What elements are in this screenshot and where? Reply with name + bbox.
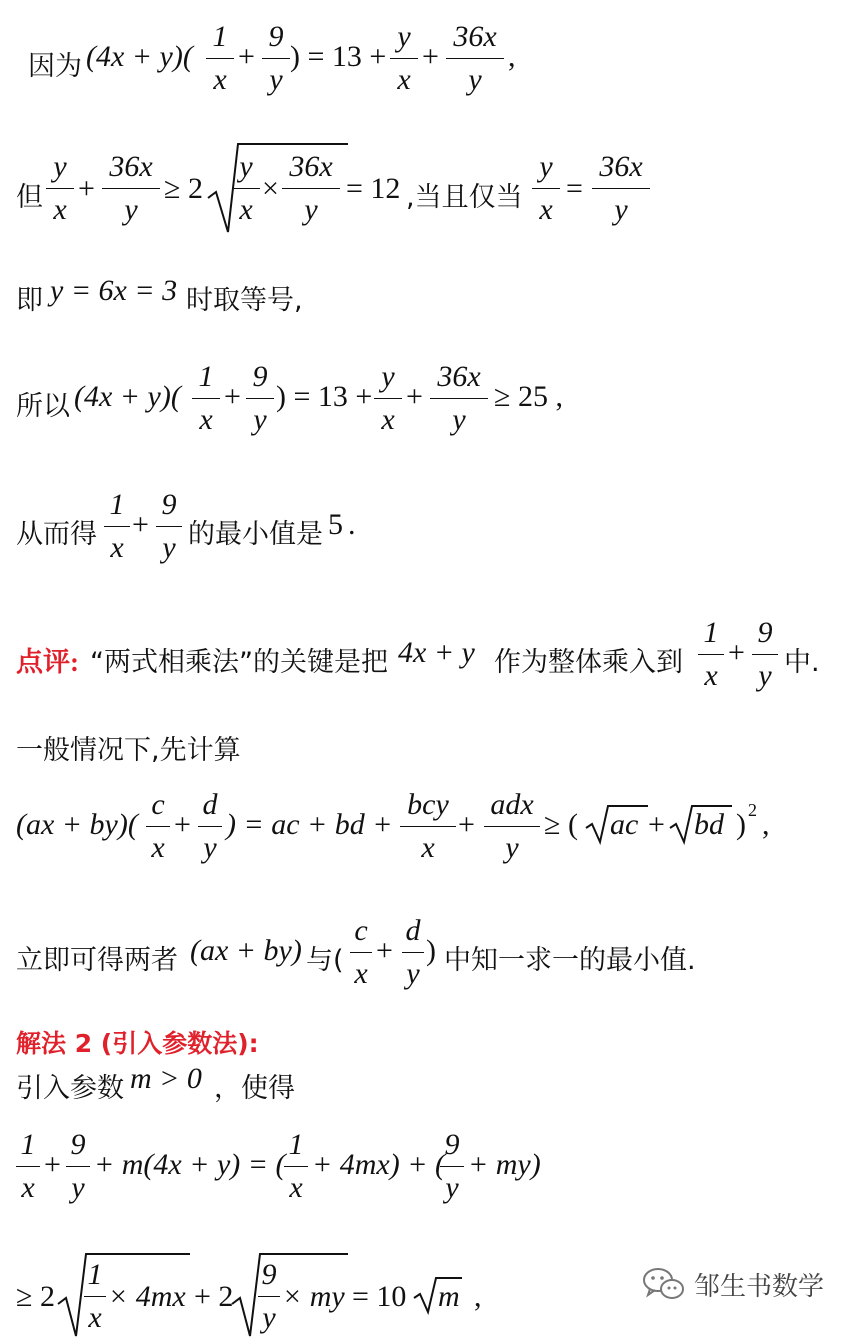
text-but: 但 (16, 182, 43, 213)
frac-1-over-x: 1 x (206, 20, 234, 97)
frac-1-over-x: 1 x (192, 360, 220, 437)
expr-ax-by: (ax + by)( (16, 808, 138, 841)
comment-text: 中. (784, 647, 820, 678)
expr-my: + my) (468, 1148, 541, 1181)
period: . (348, 508, 356, 541)
expr-ax-by: (ax + by) (190, 934, 302, 967)
text-min: 中知一求一的最小值. (444, 945, 696, 976)
comma: , (762, 808, 770, 841)
text-min-value: 的最小值是 (188, 519, 323, 550)
frac-1-over-x: 1 x (284, 1128, 308, 1205)
frac-bcy-over-x: bcy x (400, 788, 456, 865)
frac-9-over-y: 9 y (262, 20, 290, 97)
comment-label: 点评: (16, 647, 79, 677)
expr-lhs: (4x + y)( (86, 40, 193, 73)
expr-eq13: ) = 13 + (276, 380, 373, 413)
text-therefore: 所以 (16, 391, 70, 422)
plus-sign: + (132, 508, 149, 541)
frac-36x-over-y: 36x y (102, 150, 160, 227)
frac-1-over-x: 1 x (16, 1128, 40, 1205)
frac-d-over-y: d y (402, 914, 424, 991)
plus-sign: + (44, 1148, 61, 1181)
plus-sign: + (728, 636, 745, 669)
frac-9-over-y: 9 y (156, 488, 182, 565)
comma: , (474, 1280, 482, 1313)
expr-bd: bd (694, 808, 724, 841)
expr-y-eq: y = 6x = 3 (50, 274, 178, 307)
frac-36x-over-y: 36x y (430, 360, 488, 437)
plus-sign: + (174, 808, 191, 841)
frac-36x-over-y: 36x y (282, 150, 340, 227)
plus-sign: + (422, 40, 439, 73)
expr-ge2: ≥ 2 (164, 172, 203, 205)
comma: , (508, 40, 516, 73)
frac-9-over-y: 9 y (66, 1128, 90, 1205)
expr-times-my: × my (282, 1280, 345, 1313)
expr-m: m (438, 1280, 460, 1313)
exponent: 2 (748, 800, 757, 820)
frac-9-over-y: 9 y (246, 360, 274, 437)
expr-4x-plus-y: 4x + y (398, 636, 475, 669)
text-general: 一般情况下,先计算 (16, 735, 241, 766)
text-introduce: 引入参数 (16, 1073, 124, 1104)
frac-36x-over-y: 36x y (592, 150, 650, 227)
frac-9-over-y: 9 y (258, 1258, 280, 1335)
text-ie: 即 (16, 285, 43, 316)
expr-ac-bd: ) = ac + bd + (226, 808, 393, 841)
expr-plus2: + 2 (194, 1280, 234, 1313)
text-such-that: ，使得 (214, 1073, 295, 1104)
frac-9-over-y: 9 y (440, 1128, 464, 1205)
text-equality: 时取等号, (186, 285, 303, 316)
expr-eq10: = 10 (352, 1280, 407, 1313)
expr-ge: ≥ ( (544, 808, 578, 841)
frac-y-over-x: y x (232, 150, 260, 227)
frac-y-over-x: y x (532, 150, 560, 227)
frac-1-over-x: 1 x (104, 488, 130, 565)
expr-m-gt-0: m > 0 (130, 1062, 202, 1095)
wechat-icon (642, 1265, 686, 1303)
method-2-heading: 解法 2 (引入参数法): (16, 1029, 259, 1058)
expr-eq13: ) = 13 + (290, 40, 387, 73)
close-paren: ) (736, 808, 746, 841)
frac-y-over-x: y x (46, 150, 74, 227)
plus-sign: + (238, 40, 255, 73)
text-and: 与( (306, 945, 344, 976)
times-sign: × (262, 172, 279, 205)
plus-sign: + (78, 172, 95, 205)
expr-ac: ac (610, 808, 639, 841)
text-iff: ,当且仅当 (406, 182, 523, 213)
equals-sign: = (566, 172, 583, 205)
plus-sign: + (376, 934, 393, 967)
frac-d-over-y: d y (198, 788, 222, 865)
frac-1-over-x: 1 x (84, 1258, 106, 1335)
min-value: 5 (328, 508, 343, 541)
text-immediately: 立即可得两者 (16, 945, 178, 976)
close-paren: ) (426, 934, 436, 967)
expr-ge25: ≥ 25 , (494, 380, 563, 413)
expr-4mx: + 4mx) + ( (312, 1148, 445, 1181)
text-because: 因为 (28, 51, 82, 82)
frac-1-over-x: 1 x (698, 616, 724, 693)
plus-sign: + (406, 380, 423, 413)
frac-9-over-y: 9 y (752, 616, 778, 693)
expr-lhs: (4x + y)( (74, 380, 181, 413)
frac-36x-over-y: 36x y (446, 20, 504, 97)
frac-adx-over-y: adx y (484, 788, 540, 865)
expr-times-4mx: × 4mx (108, 1280, 186, 1313)
plus-sign: + (224, 380, 241, 413)
plus-sign: + (458, 808, 475, 841)
plus-sign: + (648, 808, 665, 841)
watermark (642, 1265, 824, 1303)
frac-y-over-x: y x (374, 360, 402, 437)
expr-m-4x-y: + m(4x + y) = ( (94, 1148, 286, 1181)
comment-text: 作为整体乘入到 (494, 647, 683, 678)
frac-y-over-x: y x (390, 20, 418, 97)
watermark-text: 邹生书数学 (693, 1271, 824, 1302)
frac-c-over-x: c x (350, 914, 372, 991)
comment-text: “两式相乘法”的关键是把 (90, 647, 388, 678)
expr-eq12: = 12 (346, 172, 401, 205)
expr-ge2: ≥ 2 (16, 1280, 55, 1313)
text-hence: 从而得 (16, 519, 97, 550)
frac-c-over-x: c x (146, 788, 170, 865)
